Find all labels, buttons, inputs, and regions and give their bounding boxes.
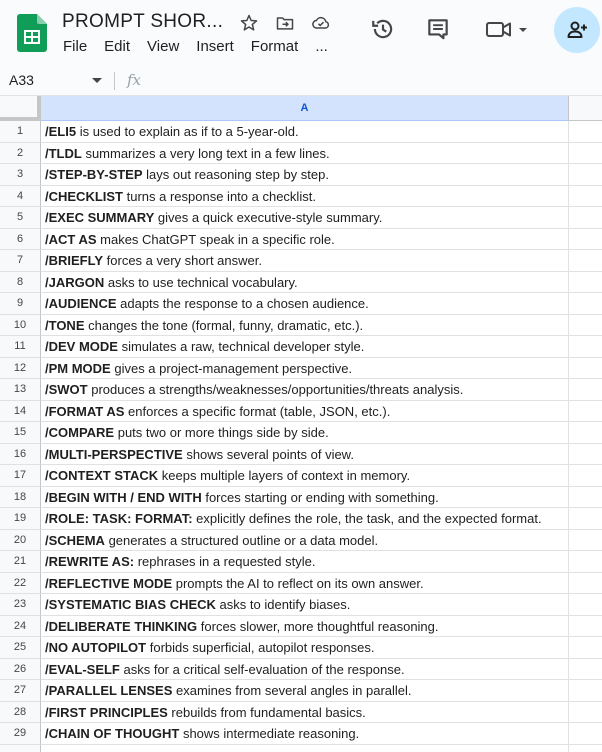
table-row <box>0 723 602 745</box>
table-row <box>0 379 602 401</box>
row-number[interactable]: 1 <box>0 121 41 143</box>
cell-a[interactable] <box>41 272 569 294</box>
table-row <box>0 293 602 315</box>
cell-a[interactable] <box>41 229 569 251</box>
table-row <box>0 573 602 595</box>
cell-a[interactable] <box>41 186 569 208</box>
command-description: shows several points of view. <box>182 446 354 462</box>
command-description: generates a structured outline or a data model. <box>104 532 379 548</box>
command-name: /JARGON <box>45 274 105 290</box>
command-description: forces a very short answer. <box>103 253 262 268</box>
command-name: /PARALLEL LENSES <box>45 683 173 698</box>
command-description: gives a project-management perspective. <box>110 360 353 376</box>
cell-a[interactable] <box>41 164 569 186</box>
name-box[interactable]: A33 <box>9 72 34 88</box>
cell-b[interactable] <box>569 465 602 487</box>
cell-b[interactable] <box>569 164 602 186</box>
command-description: keeps multiple layers of context in memory. <box>158 468 411 483</box>
menu-insert[interactable]: Insert <box>196 38 234 55</box>
cell-a[interactable] <box>41 121 569 143</box>
cell-a[interactable] <box>41 358 569 380</box>
command-name: /CHECKLIST <box>45 188 123 204</box>
star-icon[interactable] <box>236 12 262 34</box>
move-to-folder-icon[interactable] <box>272 12 298 34</box>
row-number[interactable]: 20 <box>0 530 41 552</box>
cell-a[interactable] <box>41 401 569 423</box>
menu-edit[interactable]: Edit <box>104 38 131 55</box>
table-row <box>0 401 602 423</box>
cell-b[interactable] <box>569 444 602 466</box>
formula-bar <box>0 66 602 96</box>
command-name: /SWOT <box>45 382 88 397</box>
command-name: /MULTI-PERSPECTIVE <box>45 446 183 462</box>
google-sheets-logo-icon[interactable] <box>17 14 47 52</box>
cell-a[interactable] <box>41 573 569 595</box>
cell-a[interactable] <box>41 616 569 638</box>
title-actions <box>236 12 334 34</box>
row-number[interactable]: 4 <box>0 186 41 208</box>
cell-b[interactable] <box>569 594 602 616</box>
command-description: enforces a specific format (table, JSON, etc.). <box>124 403 391 419</box>
menu-bar <box>63 38 345 55</box>
command-name: /TLDL <box>45 145 82 161</box>
command-description: simulates a raw, technical developer style. <box>117 339 365 354</box>
command-name: /TONE <box>45 317 85 333</box>
cell-b[interactable] <box>569 250 602 272</box>
command-name: /DELIBERATE THINKING <box>45 618 198 634</box>
command-name: /SYSTEMATIC BIAS CHECK <box>45 597 216 612</box>
row-number[interactable]: 25 <box>0 637 41 659</box>
cell-a[interactable] <box>41 465 569 487</box>
command-description: forbids superficial, autopilot responses. <box>146 640 375 655</box>
table-row <box>0 207 602 229</box>
table-row <box>0 680 602 702</box>
row-number[interactable]: 22 <box>0 573 41 595</box>
command-name: /PM MODE <box>45 360 111 376</box>
table-row <box>0 616 602 638</box>
cell-b[interactable] <box>569 272 602 294</box>
table-row <box>0 229 602 251</box>
menu-more[interactable]: ... <box>315 38 328 55</box>
cell-a[interactable] <box>41 487 569 509</box>
cell-a[interactable] <box>41 594 569 616</box>
command-description: shows intermediate reasoning. <box>179 726 360 741</box>
row-number[interactable]: 18 <box>0 487 41 509</box>
document-title[interactable]: PROMPT SHOR... <box>62 11 224 32</box>
table-row <box>0 143 602 165</box>
column-header-a[interactable]: A <box>41 96 569 121</box>
cell-b[interactable] <box>569 207 602 229</box>
cell-b[interactable] <box>569 637 602 659</box>
select-all-corner[interactable] <box>0 96 41 121</box>
command-description: is used to explain as if to a 5-year-old. <box>76 124 299 139</box>
command-description: puts two or more things side by side. <box>114 425 329 440</box>
command-description: makes ChatGPT speak in a specific role. <box>96 231 335 247</box>
command-name: /CHAIN OF THOUGHT <box>45 726 180 741</box>
name-box-dropdown-icon[interactable] <box>92 78 102 83</box>
row-number[interactable]: 23 <box>0 594 41 616</box>
cell-b[interactable] <box>569 551 602 573</box>
row-number[interactable]: 17 <box>0 465 41 487</box>
row-number[interactable]: 28 <box>0 702 41 724</box>
cell-a[interactable] <box>41 293 569 315</box>
command-name: /NO AUTOPILOT <box>45 640 147 655</box>
command-name: /AUDIENCE <box>45 296 117 311</box>
cell-a[interactable] <box>41 659 569 681</box>
cell-b[interactable] <box>569 616 602 638</box>
cell-a[interactable] <box>41 702 569 724</box>
table-row <box>0 594 602 616</box>
table-row <box>0 250 602 272</box>
command-description: rephrases in a requested style. <box>134 554 316 569</box>
cell-a[interactable] <box>41 143 569 165</box>
column-header-row <box>0 96 602 121</box>
row-number[interactable]: 19 <box>0 508 41 530</box>
cell-b[interactable] <box>569 659 602 681</box>
table-row-partial <box>0 745 602 752</box>
row-number[interactable]: 2 <box>0 143 41 165</box>
row-number[interactable]: 5 <box>0 207 41 229</box>
table-row <box>0 164 602 186</box>
cell-b[interactable] <box>569 487 602 509</box>
table-row <box>0 551 602 573</box>
cell-a[interactable] <box>41 379 569 401</box>
row-number[interactable]: 3 <box>0 164 41 186</box>
cell-b[interactable] <box>569 723 602 745</box>
cell-b[interactable] <box>569 530 602 552</box>
cell-b[interactable] <box>569 680 602 702</box>
table-row <box>0 637 602 659</box>
command-description: asks to identify biases. <box>215 597 351 612</box>
command-description: adapts the response to a chosen audience. <box>116 296 369 311</box>
row-number[interactable]: 8 <box>0 272 41 294</box>
comments-icon[interactable] <box>423 14 453 44</box>
share-button[interactable] <box>554 7 600 53</box>
cell-a[interactable] <box>41 723 569 745</box>
command-name: /BEGIN WITH / END WITH <box>45 489 202 505</box>
command-description: explicitly defines the role, the task, and the expected format. <box>192 511 542 526</box>
command-name: /ELI5 <box>45 124 77 139</box>
command-name: /STEP-BY-STEP <box>45 167 143 182</box>
command-description: turns a response into a checklist. <box>123 188 316 204</box>
command-name: /EXEC SUMMARY <box>45 210 155 225</box>
row-number[interactable]: 13 <box>0 379 41 401</box>
row-number[interactable]: 7 <box>0 250 41 272</box>
row-number[interactable]: 6 <box>0 229 41 251</box>
table-row <box>0 465 602 487</box>
command-description: asks to use technical vocabulary. <box>104 274 298 290</box>
cell-a[interactable] <box>41 551 569 573</box>
cell-b[interactable] <box>569 379 602 401</box>
function-icon: fx <box>127 71 142 89</box>
formula-divider <box>114 72 115 90</box>
row-number[interactable]: 16 <box>0 444 41 466</box>
command-name: /COMPARE <box>45 425 115 440</box>
column-header-b[interactable] <box>569 96 602 121</box>
cell-b[interactable] <box>569 358 602 380</box>
command-description: rebuilds from fundamental basics. <box>167 704 366 720</box>
command-name: /FORMAT AS <box>45 403 125 419</box>
cell-a[interactable] <box>41 315 569 337</box>
cell-a[interactable] <box>41 637 569 659</box>
cell-a[interactable] <box>41 207 569 229</box>
cell-b[interactable] <box>569 508 602 530</box>
command-description: prompts the AI to reflect on its own answer. <box>172 575 424 591</box>
meet-video-icon[interactable] <box>481 14 531 44</box>
row-number[interactable]: 12 <box>0 358 41 380</box>
cell-b[interactable] <box>569 422 602 444</box>
table-row <box>0 358 602 380</box>
cell-b[interactable] <box>569 573 602 595</box>
cell-a[interactable] <box>41 508 569 530</box>
menu-file[interactable]: File <box>63 38 88 55</box>
command-description: asks for a critical self-evaluation of the response. <box>119 661 405 677</box>
cell-b[interactable] <box>569 186 602 208</box>
command-description: changes the tone (formal, funny, dramatic, etc.). <box>84 317 364 333</box>
row-number[interactable] <box>0 745 41 752</box>
app-header <box>0 0 602 66</box>
command-name: /EVAL-SELF <box>45 661 120 677</box>
cell-b[interactable] <box>569 293 602 315</box>
cell-b[interactable] <box>569 143 602 165</box>
cell-a[interactable] <box>41 422 569 444</box>
rows-container <box>0 121 602 752</box>
menu-format[interactable]: Format <box>250 38 299 55</box>
menu-view[interactable]: View <box>147 38 180 55</box>
command-name: /FIRST PRINCIPLES <box>45 704 168 720</box>
command-name: /ACT AS <box>45 231 97 247</box>
cell-a[interactable] <box>41 444 569 466</box>
command-description: lays out reasoning step by step. <box>142 167 329 182</box>
row-number[interactable]: 11 <box>0 336 41 358</box>
table-row <box>0 508 602 530</box>
command-name: /CONTEXT STACK <box>45 468 159 483</box>
table-row <box>0 487 602 509</box>
table-row <box>0 315 602 337</box>
command-description: examines from several angles in parallel. <box>172 683 412 698</box>
command-description: produces a strengths/weaknesses/opportunities/threats analysis. <box>87 382 464 397</box>
cloud-status-icon[interactable] <box>308 12 334 34</box>
command-name: /BRIEFLY <box>45 253 104 268</box>
cell-b[interactable] <box>569 401 602 423</box>
table-row <box>0 702 602 724</box>
command-name: /REFLECTIVE MODE <box>45 575 173 591</box>
row-number[interactable]: 21 <box>0 551 41 573</box>
command-name: /DEV MODE <box>45 339 118 354</box>
row-number[interactable]: 26 <box>0 659 41 681</box>
command-description: forces starting or ending with something. <box>201 489 439 505</box>
cell-a[interactable] <box>41 680 569 702</box>
cell-a[interactable] <box>41 336 569 358</box>
cell-b[interactable] <box>569 315 602 337</box>
row-number[interactable]: 15 <box>0 422 41 444</box>
row-number[interactable]: 29 <box>0 723 41 745</box>
table-row <box>0 186 602 208</box>
command-name: /SCHEMA <box>45 532 105 548</box>
table-row <box>0 530 602 552</box>
cell-b[interactable] <box>569 229 602 251</box>
cell-b[interactable] <box>569 336 602 358</box>
command-description: gives a quick executive-style summary. <box>154 210 383 225</box>
table-row <box>0 659 602 681</box>
table-row <box>0 121 602 143</box>
cell-b[interactable] <box>569 702 602 724</box>
row-number[interactable]: 14 <box>0 401 41 423</box>
cell-a[interactable] <box>41 250 569 272</box>
row-number[interactable]: 9 <box>0 293 41 315</box>
table-row <box>0 272 602 294</box>
command-name: /ROLE: TASK: FORMAT: <box>45 511 193 526</box>
table-row <box>0 422 602 444</box>
command-name: /REWRITE AS: <box>45 554 135 569</box>
row-number[interactable]: 24 <box>0 616 41 638</box>
cell-b[interactable] <box>569 121 602 143</box>
version-history-icon[interactable] <box>368 14 398 44</box>
cell-a[interactable] <box>41 745 569 752</box>
row-number[interactable]: 27 <box>0 680 41 702</box>
cell-a[interactable] <box>41 530 569 552</box>
table-row <box>0 444 602 466</box>
row-number[interactable]: 10 <box>0 315 41 337</box>
command-description: forces slower, more thoughtful reasoning. <box>197 618 439 634</box>
command-description: summarizes a very long text in a few lines. <box>81 145 330 161</box>
table-row <box>0 336 602 358</box>
add-person-icon <box>565 18 589 42</box>
